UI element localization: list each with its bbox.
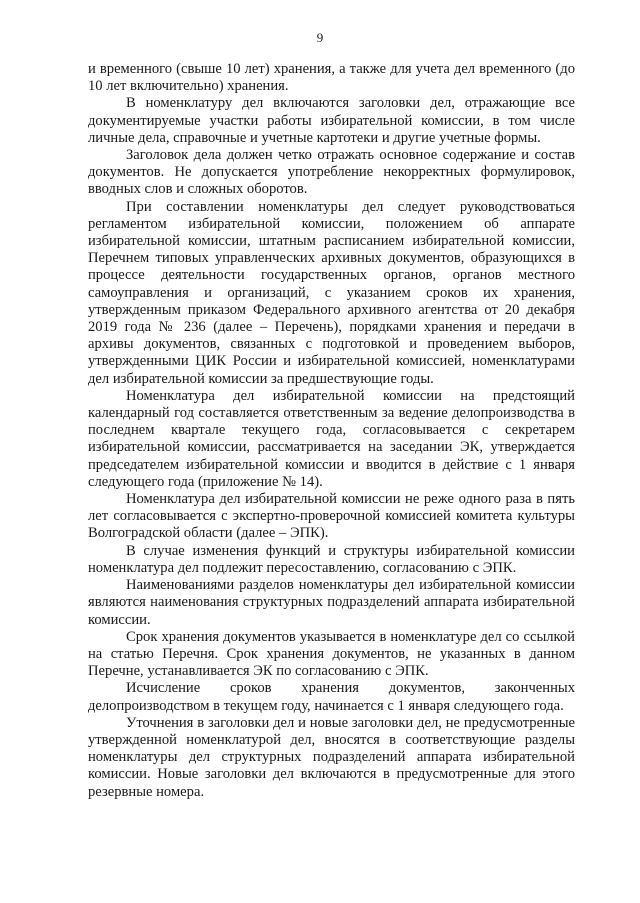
paragraph: Срок хранения документов указывается в номенклатуре дел со ссылкой на статью Перечня. Срок хранения документов, не указанных в данном Перечне, устанавливается ЭК по согласованию с ЭПК. xyxy=(88,628,575,680)
paragraph: и временного (свыше 10 лет) хранения, а также для учета дел временного (до 10 лет включительно) хранения. xyxy=(88,61,575,95)
paragraph: Номенклатура дел избирательной комиссии на предстоящий календарный год составляется ответственным за ведение делопроизводства в последнем квартале текущего года, согласовывается с секретарем избирательной комиссии, рассматривается на заседании ЭК, утверждается председателем избирательной комиссии и вводится в действие с 1 января следующего года (приложение № 14). xyxy=(88,387,575,490)
paragraph: Наименованиями разделов номенклатуры дел избирательной комиссии являются наименования структурных подразделений аппарата избирательной комиссии. xyxy=(88,577,575,628)
paragraph: Уточнения в заголовки дел и новые заголовки дел, не предусмотренные утвержденной номенклатурой дел, вносятся в соответствующие разделы номенклатуры дел структурных подразделений аппарата избирательной комиссии. Новые заголовки дел включаются в предусмотренные для этого резервные номера. xyxy=(88,714,575,800)
paragraph: Заголовок дела должен четко отражать основное содержание и состав документов. Не допускается употребление некорректных формулировок, вводных слов и сложных оборотов. xyxy=(88,147,575,198)
paragraph: При составлении номенклатуры дел следует руководствоваться регламентом избирательной комиссии, положением об аппарате избирательной комиссии, штатным расписанием избирательной комиссии, Перечнем типовых управленческих архивных документов, образующихся в процессе деятельности государственных органов, органов местного самоуправления и организаций, с указанием сроков их хранения, утвержденным приказом Федерального архивного агентства от 20 декабря 2019 года № 236 (далее – Перечень), порядками хранения и передачи в архивы документов, связанных с подготовкой и проведением выборов, утвержденными ЦИК России и избирательной комиссией, номенклатурами дел избирательной комиссии за предшествующие годы. xyxy=(88,198,575,387)
paragraph: Номенклатура дел избирательной комиссии не реже одного раза в пять лет согласовывается с экспертно-проверочной комиссией комитета культуры Волгоградской области (далее – ЭПК). xyxy=(88,491,575,542)
paragraph: Исчисление сроков хранения документов, законченных делопроизводством в текущем году, начинается с 1 января следующего года. xyxy=(88,680,575,714)
body-text xyxy=(88,61,575,801)
page-number: 9 xyxy=(316,30,324,45)
paragraph: В номенклатуру дел включаются заголовки дел, отражающие все документируемые участки работы избирательной комиссии, в том числе личные дела, справочные и учетные картотеки и другие учетные формы. xyxy=(88,95,575,146)
paragraph: В случае изменения функций и структуры избирательной комиссии номенклатура дел подлежит пересоставлению, согласованию с ЭПК. xyxy=(88,542,575,576)
